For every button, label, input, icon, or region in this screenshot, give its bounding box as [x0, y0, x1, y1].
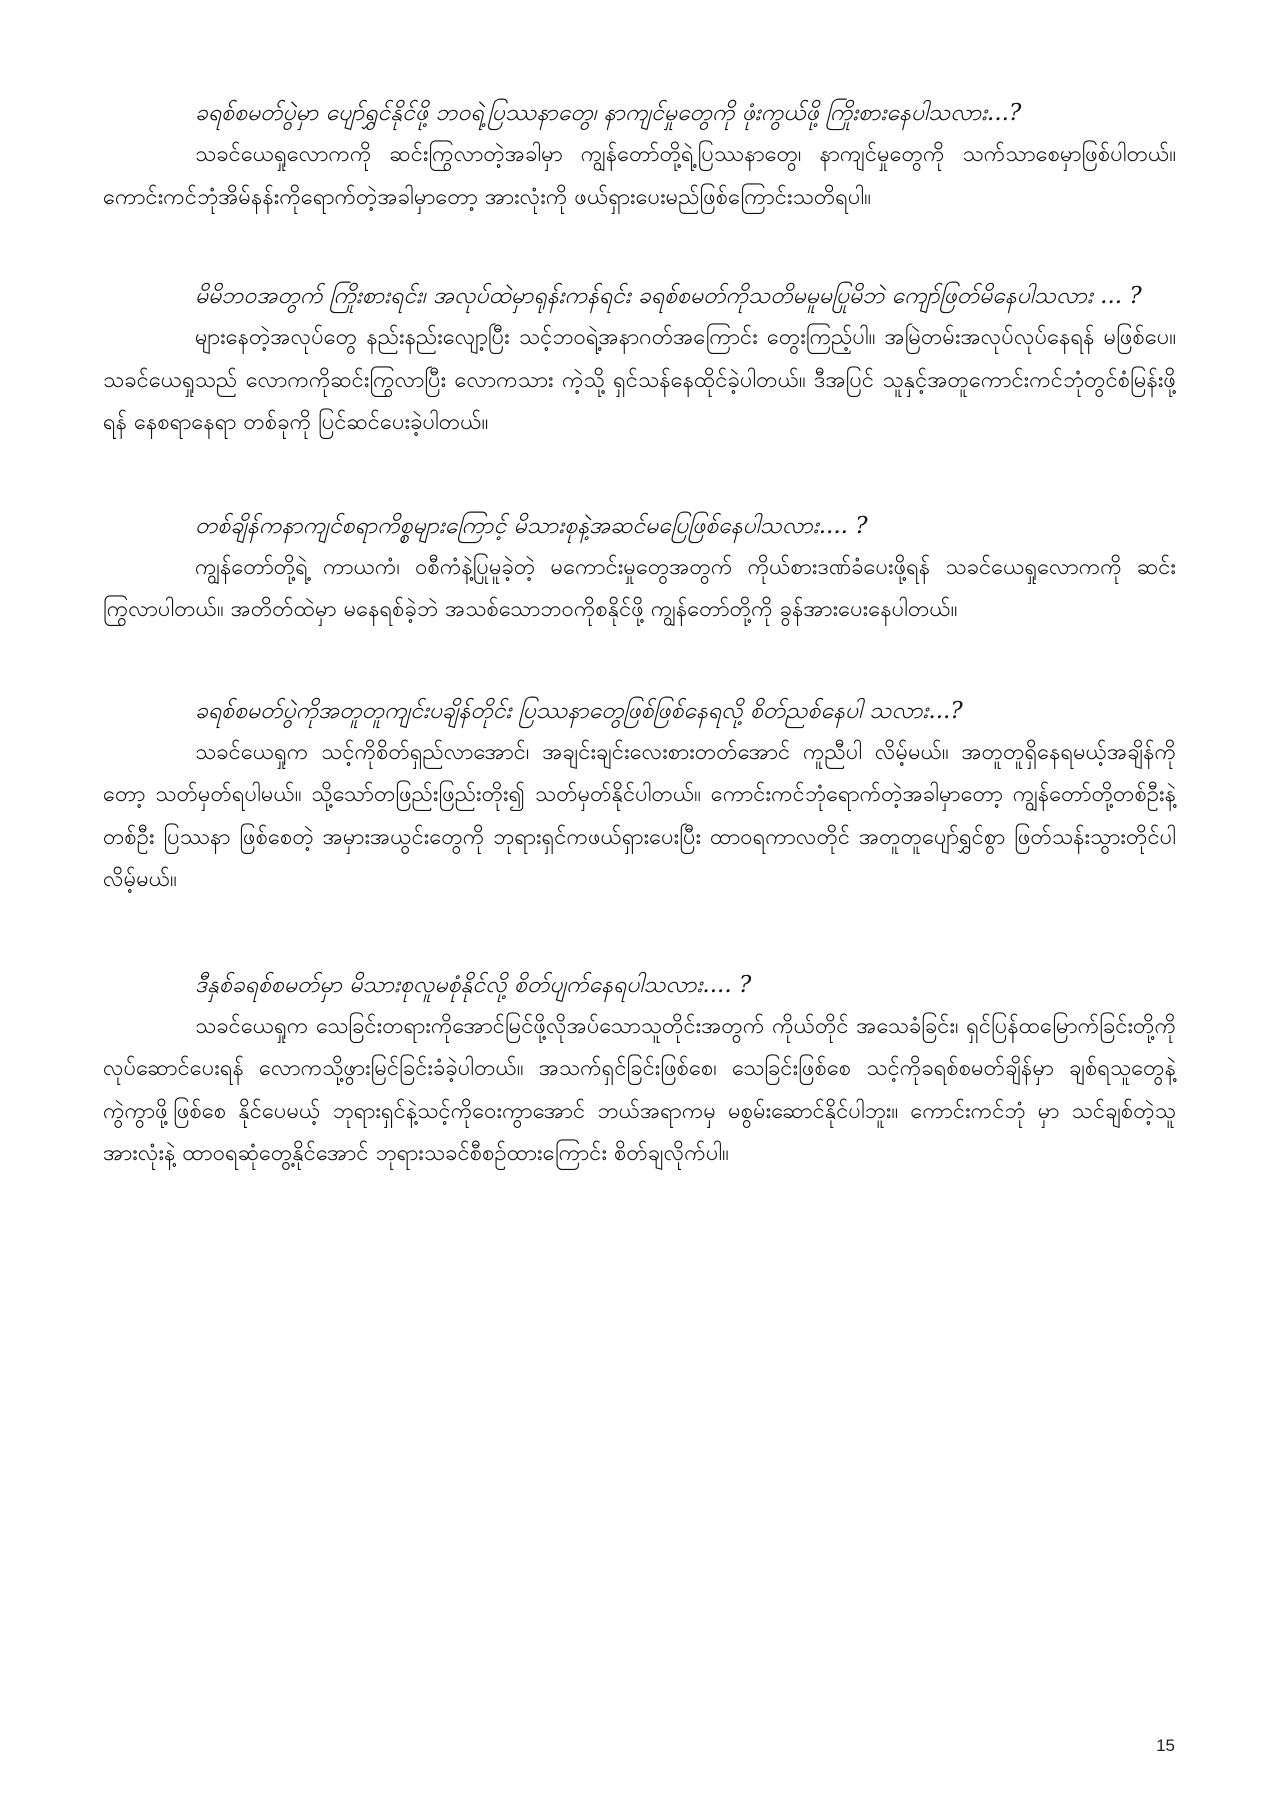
- qa-section-2: [103, 275, 1176, 445]
- qa-section-3: [103, 505, 1176, 632]
- answer-text: သခင်ယေရှုက သေခြင်းတရားကိုအောင်မြင်ဖို့လိုအပ်သောသူတိုင်းအတွက် ကိုယ်တိုင် အသေခံခြင်း၊ ရှင်ပြန်ထမြောက်ခြင်းတို့ကို လုပ်ဆောင်ပေးရန် လောကသို့ဖွားမြင်ခြင်းခံခဲ့ပါတယ်။ အသက်ရှင်ခြင်းဖြစ်စေ၊ သေခြင်းဖြစ်စေ သင့်ကိုခရစ်စမတ်ချိန်မှာ ချစ်ရသူတွေနဲ့ ကွဲကွာဖို့ဖြစ်စေ နိုင်ပေမယ့် ဘုရားရှင်နဲ့သင့်ကိုဝေးကွာအောင် ဘယ်အရာကမှ မစွမ်းဆောင်နိုင်ပါဘူး။ ကောင်းကင်ဘုံ မှာ သင်ချစ်တဲ့သူအားလုံးနဲ့ ထာဝရဆုံတွေ့နိုင်အောင် ဘုရားသခင်စီစဉ်ထားကြောင်း စိတ်ချလိုက်ပါ။: [103, 1013, 1176, 1166]
- question-text: ဒီနှစ်ခရစ်စမတ်မှာ မိသားစုလူမစုံနိုင်လို့ စိတ်ပျက်နေရပါသလား.... ?: [195, 971, 752, 998]
- document-page: [103, 92, 1176, 1176]
- answer-text: ကျွန်တော်တို့ရဲ့ ကာယကံ၊ ဝစီကံနဲ့ပြုမူခဲ့တဲ့ မကောင်းမှုတွေအတွက် ကိုယ်စားဒဏ်ခံပေးဖို့ရန် သခင်ယေရှုလောကကို ဆင်းကြွလာပါတယ်။ အတိတ်ထဲမှာ မနေရစ်ခဲ့ဘဲ အသစ်သောဘဝကိုစနိုင်ဖို့ ကျွန်တော်တို့ကို ခွန်အားပေးနေပါတယ်။: [103, 554, 1176, 622]
- qa-section-4: [103, 690, 1176, 902]
- answer-text: များနေတဲ့အလုပ်တွေ နည်းနည်းလျော့ပြီး သင့်ဘဝရဲ့အနာဂတ်အကြောင်း တွေးကြည့်ပါ။ အမြဲတမ်းအလုပ်လုပ်နေရန် မဖြစ်ပေ။ သခင်ယေရှုသည် လောကကိုဆင်းကြွလာပြီး လောကသား ကဲ့သို့ ရှင်သန်နေထိုင်ခဲ့ပါတယ်။ ဒီအပြင် သူနှင့်အတူကောင်းကင်ဘုံတွင်စံမြန်းဖို့ရန် နေစရာနေရာ တစ်ခုကို ပြင်ဆင်ပေးခဲ့ပါတယ်။: [103, 325, 1176, 435]
- answer-text: သခင်ယေရှုလောကကို ဆင်းကြွလာတဲ့အခါမှာ ကျွန်တော်တို့ရဲ့ပြဿနာတွေ၊ နာကျင်မှုတွေကို သက်သာစေမှာဖြစ်ပါတယ်။ ကောင်းကင်ဘုံအိမ်နန်းကိုရောက်တဲ့အခါမှာတော့ အားလုံးကို ဖယ်ရှားပေးမည်ဖြစ်ကြောင်းသတိရပါ။: [103, 142, 1176, 210]
- question-text: ခရစ်စမတ်ပွဲကိုအတူတူကျင်းပချိန်တိုင်း ပြဿနာတွေဖြစ်ဖြစ်နေရလို့ စိတ်ညစ်နေပါ သလား...?: [195, 697, 963, 724]
- answer-text: သခင်ယေရှုက သင့်ကိုစိတ်ရှည်လာအောင်၊ အချင်းချင်းလေးစားတတ်အောင် ကူညီပါ လိမ့်မယ်။ အတူတူရှိနေရမယ့်အချိန်ကိုတော့ သတ်မှတ်ရပါမယ်။ သို့သော်တဖြည်းဖြည်းတိုး၍ သတ်မှတ်နိုင်ပါတယ်။ ကောင်းကင်ဘုံရောက်တဲ့အခါမှာတော့ ကျွန်တော်တို့တစ်ဦးနဲ့တစ်ဦး ပြဿနာ ဖြစ်စေတဲ့ အမှားအယွင်းတွေကို ဘုရားရှင်ကဖယ်ရှားပေးပြီး ထာဝရကာလတိုင် အတူတူပျော်ရွှင်စွာ ဖြတ်သန်းသွားတိုင်ပါလိမ့်မယ်။: [103, 739, 1176, 892]
- page-number: 15: [1156, 1736, 1175, 1755]
- question-text: မိမိဘဝအတွက် ကြိုးစားရင်း၊ အလုပ်ထဲမှာရုန်းကန်ရင်း ခရစ်စမတ်ကိုသတိမမူမပြုမိဘဲ ကျော်ဖြတ်မိနေပါသလား ... ?: [195, 283, 1142, 309]
- qa-section-5: [103, 964, 1176, 1176]
- question-text: ခရစ်စမတ်ပွဲမှာ ပျော်ရွှင်နိုင်ဖို့ ဘဝရဲ့ပြဿနာတွေ၊ နာကျင်မှုတွေကို ဖုံးကွယ်ဖို့ ကြိုးစားနေပါသလား...?: [195, 100, 1022, 126]
- question-text: တစ်ချိန်ကနာကျင်စရာကိစ္စများကြောင့် မိသားစုနဲ့အဆင်မပြေဖြစ်နေပါသလား.... ?: [195, 512, 868, 539]
- qa-section-1: [103, 92, 1176, 219]
